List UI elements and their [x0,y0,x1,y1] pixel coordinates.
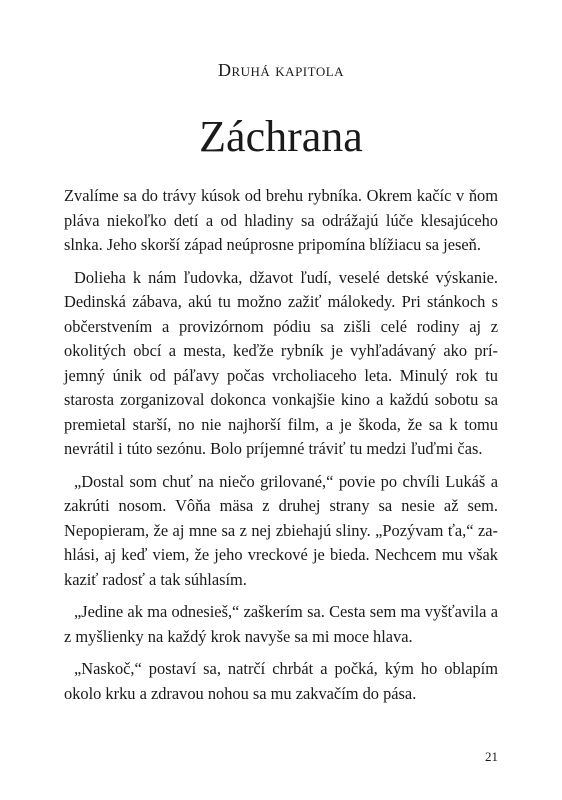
chapter-label: Druhá kapitola [217,60,345,80]
page-number: 21 [485,749,498,764]
paragraph: „Dostal som chuť na niečo grilované,“ povie po chvíli Lukáš a zakrúti nosom. Vôňa mäsa z druhej strany sa nesie až sem. Nepopieram, že aj mne sa z nej zbiehajú sliny. „Pozývam ťa,“ zahlási, aj keď viem, že jeho vreckové je bieda. Nechcem mu však kaziť radosť a tak súhlasím. [64,471,498,589]
chapter-body [64,184,498,706]
paragraph: Dolieha k nám ľudovka, džavot ľudí, veselé detské výskanie. Dedinská zábava, akú tu možno zažiť málokedy. Pri stánkoch s občerstvením a provizórnom pódiu sa zišli celé rodiny aj z okolitých obcí a mesta, keďže rybník je vyhľadávaný ako príjemný únik od páľavy počas vrcholiaceho leta. Minulý rok tu starosta zorganizoval dokonca vonkajšie kino a každú sobotu sa premietal starší, no nie najhorší film, a je škoda, že sa k tomu nevrátil i túto sezónu. Bolo príjemné tráviť tu medzi ľuďmi čas. [64,267,498,458]
paragraph: „Jedine ak ma odnesieš,“ zaškerím sa. Cesta sem ma vyšťavila a z myšlienky na každý krok navyše sa mi moce hlava. [64,602,498,646]
paragraph: „Naskoč,“ postaví sa, natrčí chrbát a počká, kým ho oblapím okolo krku a zdravou nohou sa mu zakvačím do pása. [64,659,498,703]
paragraph: Zvalíme sa do trávy kúsok od brehu rybníka. Okrem kačíc v ňom pláva niekoľko detí a od hladiny sa odrážajú lúče klesajúceho slnka. Jeho skorší západ neúprosne pripomína blížiacu sa jeseň. [64,186,498,254]
chapter-title: Záchrana [199,112,363,161]
